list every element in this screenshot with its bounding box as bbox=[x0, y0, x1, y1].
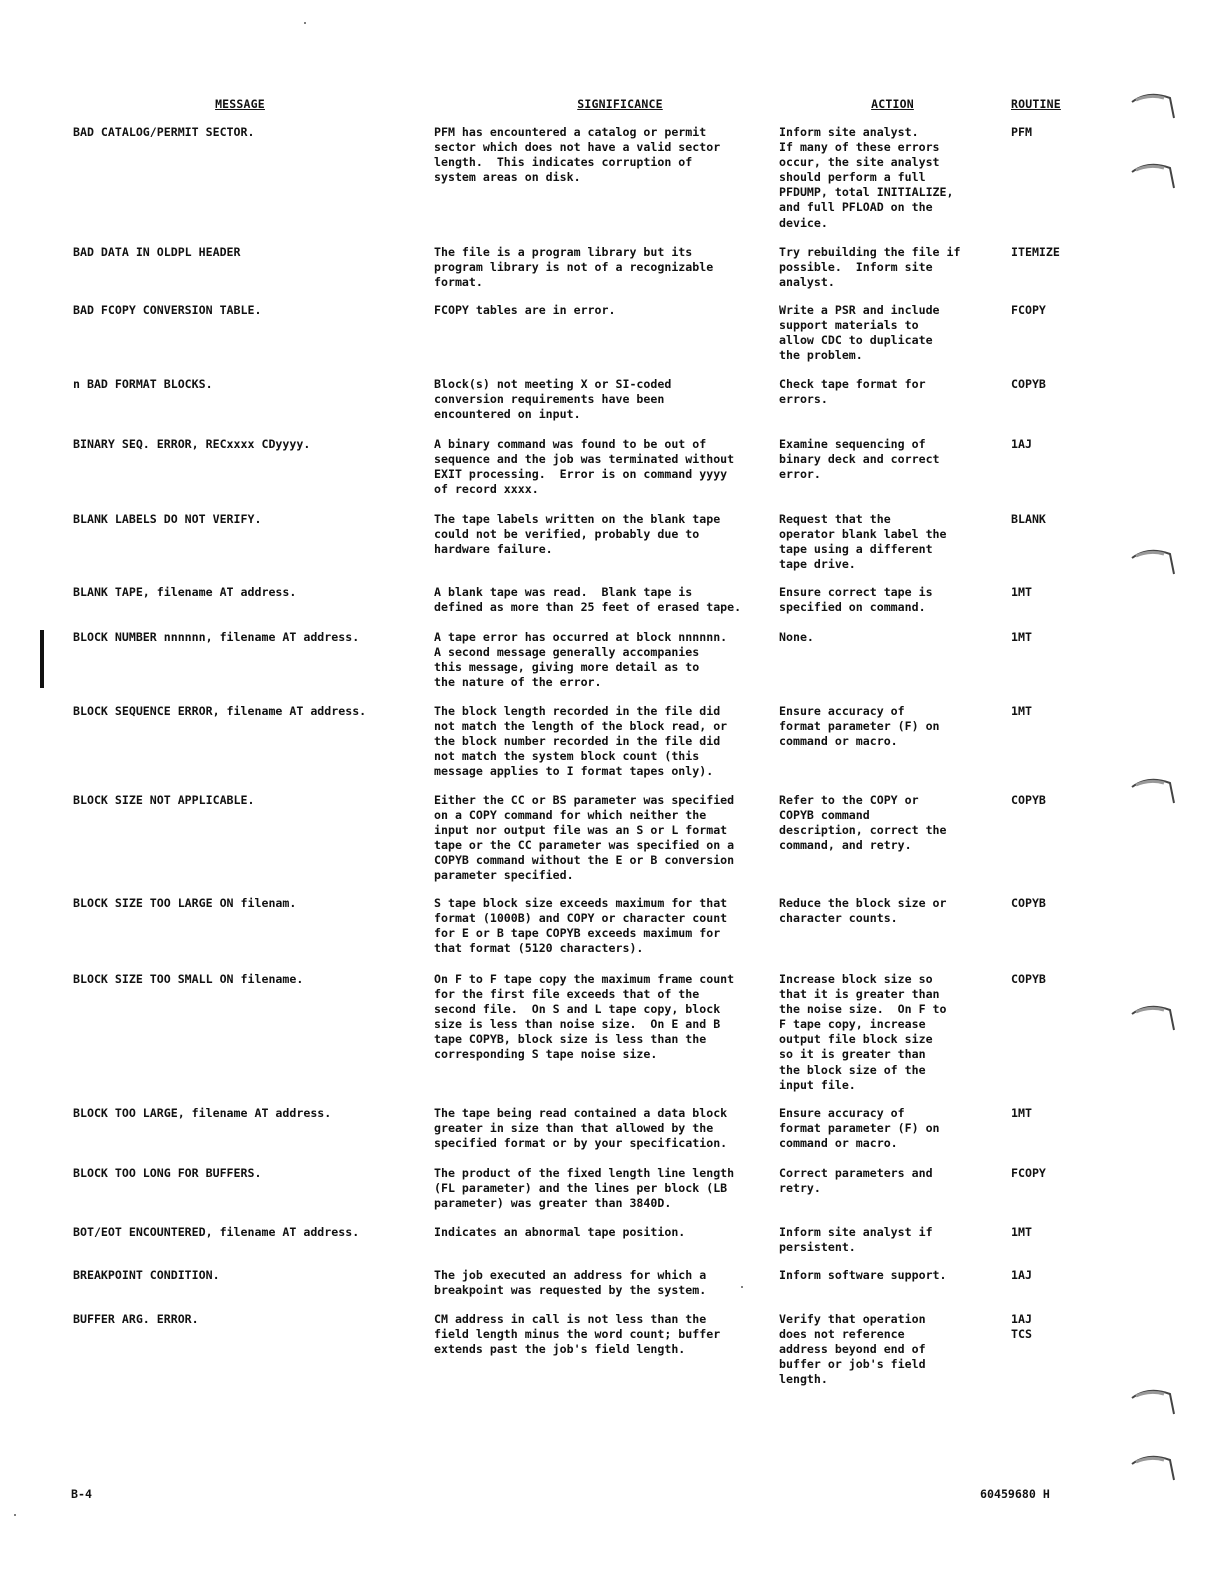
action-cell: Try rebuilding the file if possible. Inform site analyst. bbox=[779, 245, 961, 290]
message-cell: BAD FCOPY CONVERSION TABLE. bbox=[73, 303, 262, 317]
scan-speck bbox=[741, 1286, 743, 1288]
binder-hole-icon bbox=[1128, 544, 1176, 580]
significance-cell: A binary command was found to be out of sequence and the job was terminated without EXIT processing. Error is on command yyyy of record xxxx. bbox=[434, 437, 735, 497]
message-cell: BLOCK TOO LARGE, filename AT address. bbox=[73, 1106, 332, 1120]
action-cell: Inform software support. bbox=[779, 1268, 947, 1282]
message-cell: BAD DATA IN OLDPL HEADER bbox=[73, 245, 241, 259]
message-cell: BLOCK SIZE TOO SMALL ON filename. bbox=[73, 972, 304, 986]
routine-cell: ITEMIZE bbox=[1011, 245, 1060, 259]
document-number: 60459680 H bbox=[980, 1487, 1050, 1501]
action-cell: Inform site analyst if persistent. bbox=[779, 1225, 933, 1255]
action-cell: Ensure correct tape is specified on command. bbox=[779, 585, 933, 615]
message-cell: BLANK LABELS DO NOT VERIFY. bbox=[73, 512, 262, 526]
scan-speck bbox=[14, 1514, 16, 1516]
routine-cell: 1MT bbox=[1011, 1225, 1032, 1239]
routine-cell: FCOPY bbox=[1011, 303, 1046, 317]
significance-cell: On F to F tape copy the maximum frame count for the first file exceeds that of the second file. On S and L tape copy, block size is less than noise size. On E and B tape COPYB, block size is less than the corresponding S tape noise size. bbox=[434, 972, 735, 1062]
significance-cell: The job executed an address for which a breakpoint was requested by the system. bbox=[434, 1268, 707, 1298]
binder-hole-icon bbox=[1128, 88, 1176, 124]
message-cell: BLOCK SIZE NOT APPLICABLE. bbox=[73, 793, 255, 807]
action-cell: Request that the operator blank label the tape using a different tape drive. bbox=[779, 512, 947, 572]
action-cell: Increase block size so that it is greater than the noise size. On F to F tape copy, increase output file block size so it is greater than the block size of the input file. bbox=[779, 972, 947, 1092]
significance-cell: S tape block size exceeds maximum for that format (1000B) and COPY or character count for E or B tape COPYB exceeds maximum for that format (5120 characters). bbox=[434, 896, 728, 956]
binder-hole-icon bbox=[1128, 1000, 1176, 1036]
routine-cell: 1AJ bbox=[1011, 1268, 1032, 1282]
header-significance: SIGNIFICANCE bbox=[577, 97, 663, 111]
significance-cell: Indicates an abnormal tape position. bbox=[434, 1225, 686, 1239]
action-cell: Check tape format for errors. bbox=[779, 377, 926, 407]
action-cell: Reduce the block size or character counts. bbox=[779, 896, 947, 926]
routine-cell: 1MT bbox=[1011, 1106, 1032, 1120]
significance-cell: The tape labels written on the blank tape could not be verified, probably due to hardware failure. bbox=[434, 512, 721, 557]
significance-cell: The block length recorded in the file did not match the length of the block read, or the block number recorded in the file did not match the system block count (this message applies to I format tapes only). bbox=[434, 704, 728, 779]
routine-cell: 1AJ TCS bbox=[1011, 1312, 1032, 1342]
action-cell: None. bbox=[779, 630, 814, 644]
routine-cell: PFM bbox=[1011, 125, 1032, 139]
routine-cell: COPYB bbox=[1011, 896, 1046, 910]
action-cell: Write a PSR and include support materials to allow CDC to duplicate the problem. bbox=[779, 303, 940, 363]
binder-hole-icon bbox=[1128, 1450, 1176, 1486]
message-cell: BLOCK SEQUENCE ERROR, filename AT address. bbox=[73, 704, 367, 718]
action-cell: Examine sequencing of binary deck and correct error. bbox=[779, 437, 940, 482]
change-bar bbox=[40, 630, 44, 688]
routine-cell: 1MT bbox=[1011, 704, 1032, 718]
routine-cell: 1MT bbox=[1011, 585, 1032, 599]
action-cell: Refer to the COPY or COPYB command description, correct the command, and retry. bbox=[779, 793, 947, 853]
binder-hole-icon bbox=[1128, 773, 1176, 809]
significance-cell: Block(s) not meeting X or SI-coded conversion requirements have been encountered on input. bbox=[434, 377, 672, 422]
header-message: MESSAGE bbox=[215, 97, 265, 111]
message-cell: BLOCK NUMBER nnnnnn, filename AT address. bbox=[73, 630, 360, 644]
significance-cell: A tape error has occurred at block nnnnnn. A second message generally accompanies this message, giving more detail as to the nature of the error. bbox=[434, 630, 728, 690]
routine-cell: 1AJ bbox=[1011, 437, 1032, 451]
action-cell: Correct parameters and retry. bbox=[779, 1166, 933, 1196]
significance-cell: PFM has encountered a catalog or permit sector which does not have a valid sector length. This indicates corruption of system areas on disk. bbox=[434, 125, 721, 185]
message-cell: BLOCK TOO LONG FOR BUFFERS. bbox=[73, 1166, 262, 1180]
routine-cell: FCOPY bbox=[1011, 1166, 1046, 1180]
header-action: ACTION bbox=[871, 97, 914, 111]
message-cell: BINARY SEQ. ERROR, RECxxxx CDyyyy. bbox=[73, 437, 311, 451]
message-cell: BLANK TAPE, filename AT address. bbox=[73, 585, 297, 599]
significance-cell: FCOPY tables are in error. bbox=[434, 303, 616, 317]
routine-cell: COPYB bbox=[1011, 793, 1046, 807]
routine-cell: COPYB bbox=[1011, 377, 1046, 391]
message-cell: BREAKPOINT CONDITION. bbox=[73, 1268, 220, 1282]
routine-cell: COPYB bbox=[1011, 972, 1046, 986]
message-cell: BUFFER ARG. ERROR. bbox=[73, 1312, 199, 1326]
significance-cell: The product of the fixed length line length (FL parameter) and the lines per block (LB parameter) was greater than 3840D. bbox=[434, 1166, 735, 1211]
significance-cell: A blank tape was read. Blank tape is defined as more than 25 feet of erased tape. bbox=[434, 585, 742, 615]
significance-cell: Either the CC or BS parameter was specified on a COPY command for which neither the input nor output file was an S or L format tape or the CC parameter was specified on a COPYB command without the E or B conversion parameter specified. bbox=[434, 793, 735, 883]
significance-cell: CM address in call is not less than the field length minus the word count; buffer extends past the job's field length. bbox=[434, 1312, 721, 1357]
scan-speck bbox=[304, 22, 306, 24]
action-cell: Ensure accuracy of format parameter (F) on command or macro. bbox=[779, 704, 940, 749]
significance-cell: The tape being read contained a data block greater in size than that allowed by the specified format or by your specification. bbox=[434, 1106, 728, 1151]
action-cell: Verify that operation does not reference address beyond end of buffer or job's field length. bbox=[779, 1312, 926, 1387]
significance-cell: The file is a program library but its program library is not of a recognizable format. bbox=[434, 245, 714, 290]
binder-hole-icon bbox=[1128, 1384, 1176, 1420]
message-cell: BAD CATALOG/PERMIT SECTOR. bbox=[73, 125, 255, 139]
header-routine: ROUTINE bbox=[1011, 97, 1061, 111]
action-cell: Ensure accuracy of format parameter (F) on command or macro. bbox=[779, 1106, 940, 1151]
page-number: B-4 bbox=[71, 1487, 92, 1501]
message-cell: BLOCK SIZE TOO LARGE ON filenam. bbox=[73, 896, 297, 910]
routine-cell: 1MT bbox=[1011, 630, 1032, 644]
action-cell: Inform site analyst. If many of these errors occur, the site analyst should perform a full PFDUMP, total INITIALIZE, and full PFLOAD on the device. bbox=[779, 125, 954, 230]
message-cell: BOT/EOT ENCOUNTERED, filename AT address. bbox=[73, 1225, 360, 1239]
routine-cell: BLANK bbox=[1011, 512, 1046, 526]
binder-hole-icon bbox=[1128, 158, 1176, 194]
message-cell: n BAD FORMAT BLOCKS. bbox=[73, 377, 213, 391]
